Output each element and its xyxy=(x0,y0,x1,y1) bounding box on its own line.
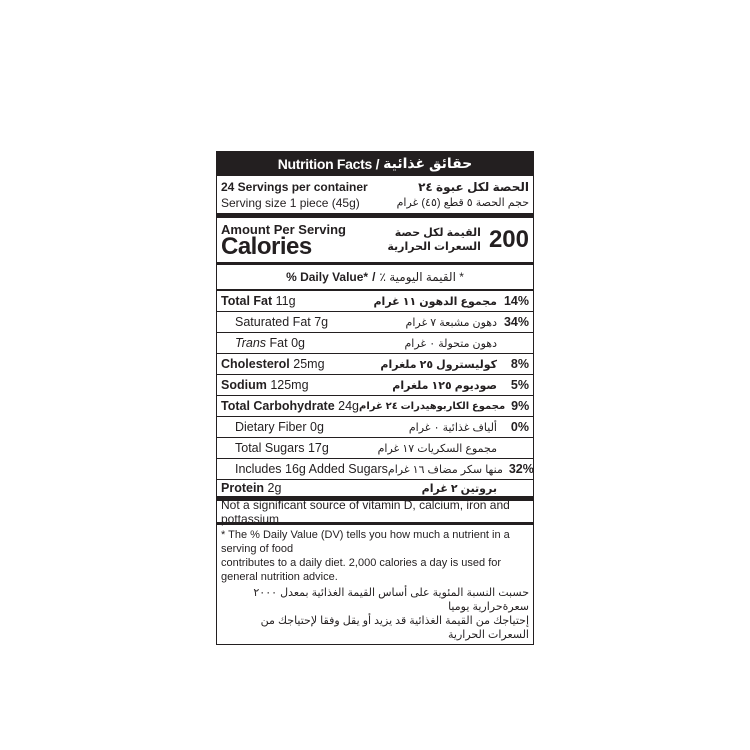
nutrient-ar: بروتين ٢ غرام xyxy=(421,482,497,495)
nutrient-ar: دهون مشبعة ٧ غرام xyxy=(405,316,497,329)
serving-size-ar: حجم الحصة ٥ قطع (٤٥) غرام xyxy=(396,197,529,209)
nutrient-pct: 14% xyxy=(503,294,529,308)
nutrient-ar: منها سكر مضاف ١٦ غرام xyxy=(387,463,503,476)
dv-header-en: % Daily Value* xyxy=(286,270,369,284)
row-trans-fat xyxy=(217,333,533,354)
calories-label: Calories xyxy=(221,232,312,260)
header-title-en: Nutrition Facts / xyxy=(277,155,380,172)
nutrient-pct: 8% xyxy=(510,357,529,371)
nutrient-amount: 7g xyxy=(314,315,329,329)
nutrient-name: Sodium xyxy=(221,378,267,392)
row-cholesterol xyxy=(217,354,533,375)
nutrient-ar: مجموع السكريات ١٧ غرام xyxy=(377,442,497,455)
row-total-carbohydrate xyxy=(217,396,533,417)
nutrient-pct: 34% xyxy=(503,315,529,329)
row-saturated-fat xyxy=(217,312,533,333)
nutrient-amount: 2g xyxy=(267,481,282,495)
footnote-ar-2: إحتياجك من القيمة الغذائية قد يزيد أو يقل وفقا لإحتياجك من السعرات الحرارية xyxy=(260,615,529,641)
footnote-ar-1: حسبت النسبة المئوية على أساس القيمة الغذائية بمعدل ٢٠٠٠ سعرةحرارية يوميا xyxy=(253,587,529,613)
nutrient-name: Protein xyxy=(221,481,265,495)
footnote xyxy=(217,525,533,644)
nutrient-name: Total Fat xyxy=(221,294,273,308)
nutrient-ar: مجموع الكاربوهيدرات ٢٤ غرام xyxy=(359,400,506,412)
calories-ar-line1: القيمة لكل حصة xyxy=(394,227,481,239)
nutrient-amount: 17g xyxy=(307,441,329,455)
footnote-en-2: contributes to a daily diet. 2,000 calories a day is used for general nutrition advice. xyxy=(221,557,502,583)
header-title-ar: حقائق غذائية xyxy=(383,155,473,171)
dv-header-ar: * القيمة اليومية ٪ xyxy=(379,270,464,284)
footnote-en-1: * The % Daily Value (DV) tells you how much a nutrient in a serving of food xyxy=(221,529,510,555)
row-total-sugars xyxy=(217,438,533,459)
nutrient-ar: كوليسترول ٢٥ ملغرام xyxy=(380,358,497,371)
amount-per-serving: Amount Per Serving xyxy=(221,221,346,237)
nutrient-name: Includes 16g Added Sugars xyxy=(235,462,388,476)
servings-section xyxy=(217,176,533,218)
dv-header-sep: / xyxy=(372,270,376,284)
nutrient-pct: 32% xyxy=(508,462,534,476)
nutrient-amount: 24g xyxy=(338,399,360,413)
nutrient-ar: دهون متحولة ٠ غرام xyxy=(404,337,497,350)
nutrient-pct: 5% xyxy=(510,378,529,392)
nutrient-name: Total Sugars xyxy=(235,441,305,455)
calories-value: 200 xyxy=(488,226,529,253)
label-body xyxy=(216,176,534,645)
nutrient-name: Trans xyxy=(235,336,267,350)
row-added-sugars xyxy=(217,459,533,480)
not-significant-note xyxy=(217,497,533,526)
nutrient-pct: 9% xyxy=(511,399,530,413)
row-dietary-fiber xyxy=(217,417,533,438)
nutrient-amount: 25mg xyxy=(293,357,325,371)
row-sodium xyxy=(217,375,533,396)
nutrient-amount: 0g xyxy=(310,420,324,434)
nutrient-amount: 11g xyxy=(275,294,296,308)
calories-section xyxy=(217,218,533,265)
daily-value-header xyxy=(217,265,533,291)
nutrient-name: Cholesterol xyxy=(221,357,290,371)
nutrition-header xyxy=(216,151,534,176)
nutrient-amount: 125mg xyxy=(270,378,309,392)
not-significant-text: Not a significant source of vitamin D, calcium, iron and pottassium xyxy=(221,497,510,526)
nutrient-name: Dietary Fiber xyxy=(235,420,307,434)
servings-per-container-ar: الحصة لكل عبوة ٢٤ xyxy=(418,180,529,194)
calories-ar-line2: السعرات الحرارية xyxy=(387,241,481,253)
nutrient-ar: ألياف غذائية ٠ غرام xyxy=(408,421,497,434)
servings-per-container: 24 Servings per container xyxy=(221,180,368,194)
nutrient-name: Saturated Fat xyxy=(235,315,311,329)
row-total-fat xyxy=(217,291,533,312)
nutrition-label xyxy=(216,151,534,645)
nutrient-pct: 0% xyxy=(510,420,529,434)
nutrient-ar: صوديوم ١٢٥ ملغرام xyxy=(392,379,497,392)
nutrient-ar: مجموع الدهون ١١ غرام xyxy=(373,295,497,308)
nutrient-name: Total Carbohydrate xyxy=(221,399,335,413)
serving-size: Serving size 1 piece (45g) xyxy=(221,196,360,210)
nutrient-amount: 0g xyxy=(291,336,305,350)
nutrient-name-suffix: Fat xyxy=(269,336,288,350)
